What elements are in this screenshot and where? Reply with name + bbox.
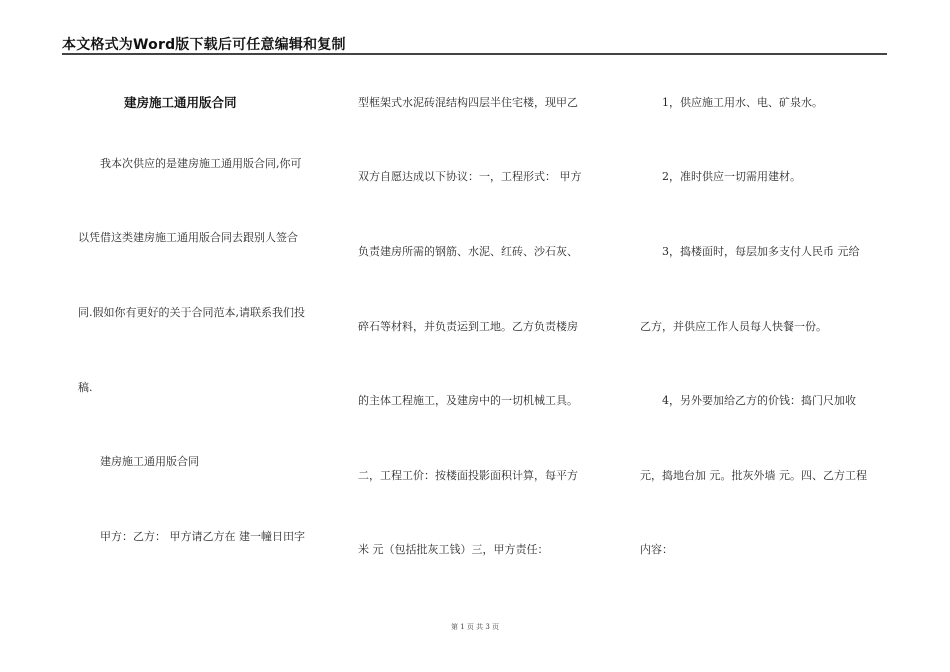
col3-line: 4，另外要加给乙方的价钱：捣门尺加收 (662, 394, 856, 407)
header-rule (62, 53, 887, 55)
col1-line: 同.假如你有更好的关于合同范本,请联系我们投 (78, 306, 305, 319)
col1-line: 我本次供应的是建房施工通用版合同,你可 (100, 157, 302, 170)
col1-line: 甲方：乙方： 甲方请乙方在 建一幢日田字 (100, 530, 305, 543)
col2-line: 米 元（包括批灰工钱）三，甲方责任： (358, 543, 549, 556)
col3-line: 3，捣楼面时，每层加多支付人民币 元给 (662, 245, 860, 258)
col2-line: 二，工程工价：按楼面投影面积计算，每平方 (358, 469, 578, 482)
col2-line: 双方自愿达成以下协议：一，工程形式： 甲方 (358, 170, 582, 183)
col2-line: 负责建房所需的钢筋、水泥、红砖、沙石灰、 (358, 245, 578, 258)
col3-line: 元，捣地台加 元。批灰外墙 元。四、乙方工程 (640, 469, 867, 482)
col1-subtitle: 建房施工通用版合同 (100, 455, 199, 468)
col1-line: 稿. (78, 381, 93, 394)
col2-line: 型框架式水泥砖混结构四层半住宅楼，现甲乙 (358, 96, 578, 109)
page-number: 第 1 页 共 3 页 (450, 623, 500, 631)
col3-line: 乙方，并供应工作人员每人快餐一份。 (640, 320, 827, 333)
col3-line: 内容： (640, 543, 673, 556)
col2-line: 的主体工程施工，及建房中的一切机械工具。 (358, 394, 578, 407)
col2-line: 碎石等材料，并负责运到工地。乙方负责楼房 (358, 320, 578, 333)
document-title: 建房施工通用版合同 (124, 95, 237, 110)
header-title: 本文格式为Word版下载后可任意编辑和复制 (62, 37, 346, 53)
col3-line: 2，准时供应一切需用建材。 (662, 170, 801, 183)
col1-line: 以凭借这类建房施工通用版合同去跟别人签合 (78, 231, 298, 244)
col3-line: 1，供应施工用水、电、矿泉水。 (662, 96, 823, 109)
